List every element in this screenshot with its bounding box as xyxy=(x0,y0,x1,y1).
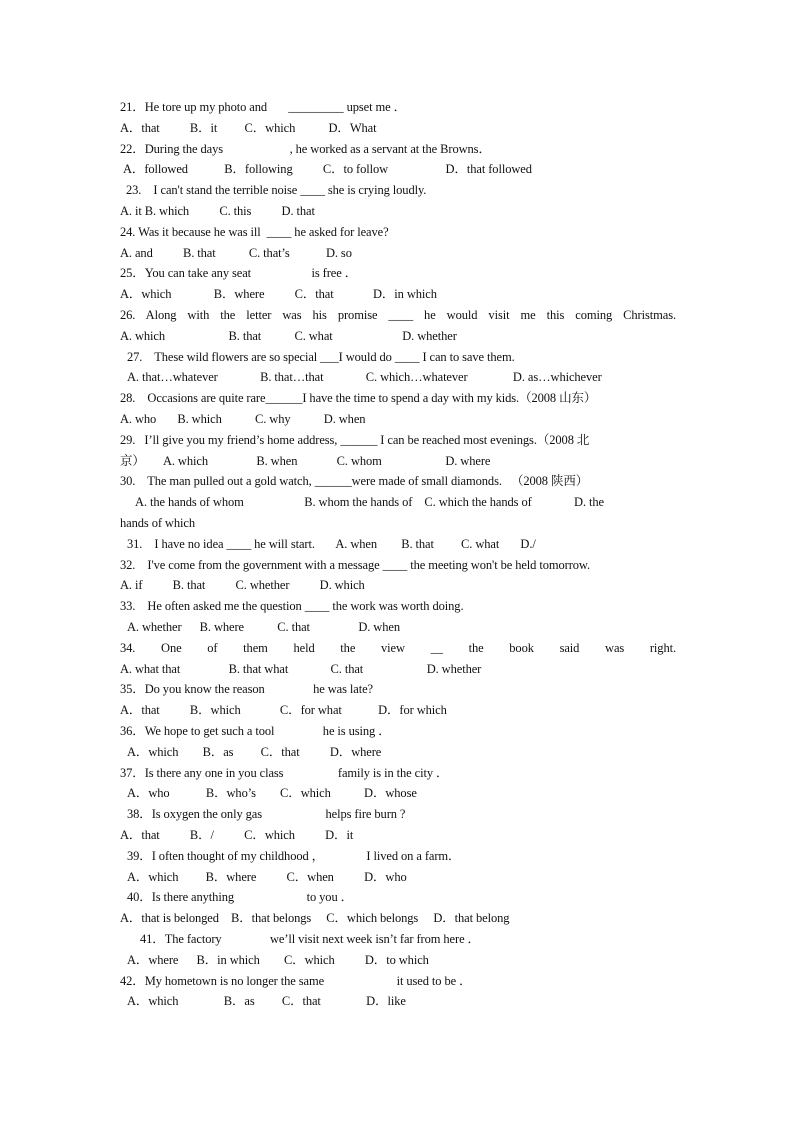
text-line: 34. One of them held the view __ the book said was right. xyxy=(120,640,676,655)
text-line: 京） A. which B. when C. whom D. where xyxy=(120,453,491,468)
text-line: A．which B．as C．that D．like xyxy=(127,994,406,1009)
text-line: A．where B．in which C．which D．to which xyxy=(127,952,429,967)
text-line: 32. I've come from the government with a message ____ the meeting won't be held tomorrow. xyxy=(120,557,591,572)
text-line: A．which B．as C．that D．where xyxy=(127,744,382,759)
text-line: A. that…whatever B. that…that C. which…whatever D. as…whichever xyxy=(127,370,602,385)
text-line: A. who B. which C. why D. when xyxy=(120,412,366,426)
text-line: 26. Along with the letter was his promise ____ he would visit me this coming Christmas. xyxy=(120,308,676,322)
text-line: 27. These wild flowers are so special ___I would do ____ I can to save them. xyxy=(127,349,515,364)
text-line: A．that B．which C．for what D．for which xyxy=(120,703,447,718)
text-line: 30. The man pulled out a gold watch, ______were made of small diamonds. （2008 陕西） xyxy=(120,474,589,489)
text-line: A．that is belonged B．that belongs C．which belongs D．that belong xyxy=(120,911,510,926)
text-line: 28. Occasions are quite rare______I have the time to spend a day with my kids.（2008 山东） xyxy=(120,391,597,406)
text-line: A. if B. that C. whether D. which xyxy=(120,578,365,593)
text-line: hands of which xyxy=(120,516,195,530)
text-line: A．which B．where C．when D．who xyxy=(127,869,407,884)
text-line: 23. I can't stand the terrible noise ____ she is crying loudly. xyxy=(126,183,427,198)
text-line: 39．I often thought of my childhood ， I lived on a farm． xyxy=(127,848,461,863)
text-line: 37．Is there any one in you class family is in the city ． xyxy=(120,765,449,780)
text-line: 33. He often asked me the question ____ the work was worth doing. xyxy=(120,599,464,614)
text-line: 40．Is there anything to you ． xyxy=(127,890,354,905)
text-line: 35．Do you know the reason he was late? xyxy=(120,682,373,697)
text-line: 31. I have no idea ____ he will start. A. when B. that C. what D./ xyxy=(127,536,536,551)
text-line: A．that B．it C．which D．What xyxy=(120,120,377,135)
text-line: A. and B. that C. that’s D. so xyxy=(120,245,352,260)
text-line: A．that B．/ C．which D．it xyxy=(120,828,354,842)
text-line: A. which B. that C. what D. whether xyxy=(120,328,457,343)
text-line: A. what that B. that what C. that D. whether xyxy=(120,661,482,676)
text-line: A. whether B. where C. that D. when xyxy=(127,620,400,634)
text-line: 42．My hometown is no longer the same it used to be ． xyxy=(120,973,472,988)
text-line: A. it B. which C. this D. that xyxy=(120,204,315,218)
text-line: 21．He tore up my photo and _________ upset me ． xyxy=(120,100,406,114)
text-line: A．followed B．following C．to follow D．that followed xyxy=(123,162,532,177)
text-line: 29. I’ll give you my friend’s home address, ______ I can be reached most evenings.（2008 北 xyxy=(120,432,590,447)
text-line: A. the hands of whom B. whom the hands of C. which the hands of D. the xyxy=(135,495,604,510)
text-line: 22．During the days , he worked as a servant at the Browns． xyxy=(120,141,491,156)
text-line: 24. Was it because he was ill ____ he asked for leave? xyxy=(120,224,389,239)
text-line: 38．Is oxygen the only gas helps fire burn ? xyxy=(127,807,406,822)
text-line: 25．You can take any seat is free ． xyxy=(120,266,358,281)
text-line: 36．We hope to get such a tool he is using ． xyxy=(120,724,391,738)
text-line: 41．The factory we’ll visit next week isn’t far from here ． xyxy=(140,932,480,946)
text-line: A．who B．who’s C．which D．whose xyxy=(127,786,417,801)
text-line: A．which B．where C．that D．in which xyxy=(120,287,437,302)
